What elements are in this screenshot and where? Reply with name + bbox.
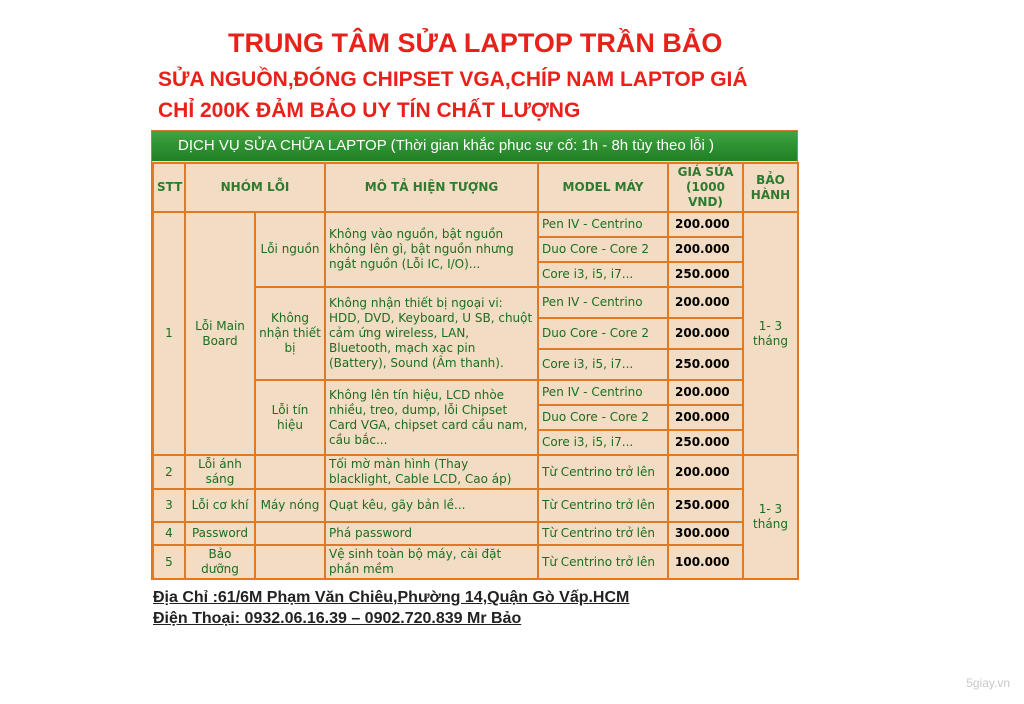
price-cell: 200.000 (668, 318, 743, 349)
subtitle-line-2: CHỈ 200K ĐẢM BẢO UY TÍN CHẤT LƯỢNG (158, 99, 581, 122)
table-row (153, 489, 798, 522)
subgroup-cell: Lỗi nguồn (255, 212, 325, 287)
subgroup-cell (255, 455, 325, 489)
header-group: NHÓM LỖI (185, 163, 325, 212)
model-cell: Từ Centrino trở lên (538, 545, 668, 579)
table-banner: DỊCH VỤ SỬA CHỮA LAPTOP (Thời gian khắc phục sự cố: 1h - 8h tùy theo lỗi ) (152, 131, 797, 161)
table-row (153, 522, 798, 545)
stt-cell: 1 (153, 212, 185, 455)
page-title: TRUNG TÂM SỬA LAPTOP TRẦN BẢO (228, 28, 723, 58)
model-cell: Core i3, i5, i7... (538, 430, 668, 455)
group-cell: Lỗi Main Board (185, 212, 255, 455)
subgroup-cell (255, 522, 325, 545)
header-price-line2: (1000 VND) (686, 180, 725, 209)
desc-cell: Không nhận thiết bị ngoại vi: HDD, DVD, Keyboard, U SB, chuột cảm ứng wireless, LAN, Bluetooth, mạch xạc pin (Battery), Sound (Âm thanh). (325, 287, 538, 380)
price-cell: 200.000 (668, 380, 743, 405)
header-model: MODEL MÁY (538, 163, 668, 212)
table-row (153, 545, 798, 579)
price-cell: 100.000 (668, 545, 743, 579)
desc-cell: Tối mờ màn hình (Thay blacklight, Cable LCD, Cao áp) (325, 455, 538, 489)
group-cell: Lỗi cơ khí (185, 489, 255, 522)
group-cell: Bảo dưỡng (185, 545, 255, 579)
watermark: 5giay.vn (966, 676, 1010, 690)
model-cell: Từ Centrino trở lên (538, 455, 668, 489)
table-row (153, 455, 798, 489)
stt-cell: 2 (153, 455, 185, 489)
price-cell: 200.000 (668, 237, 743, 262)
price-cell: 300.000 (668, 522, 743, 545)
model-cell: Duo Core - Core 2 (538, 405, 668, 430)
desc-cell: Không lên tín hiệu, LCD nhòe nhiều, treo, dump, lỗi Chipset Card VGA, chipset card cầu nam, cầu bắc... (325, 380, 538, 455)
model-cell: Từ Centrino trở lên (538, 522, 668, 545)
desc-cell: Phá password (325, 522, 538, 545)
header-price-line1: GIÁ SỬA (677, 165, 734, 179)
header-stt: STT (153, 163, 185, 212)
group-cell: Lỗi ánh sáng (185, 455, 255, 489)
price-cell: 200.000 (668, 405, 743, 430)
header-price (668, 163, 743, 212)
subgroup-cell (255, 545, 325, 579)
desc-cell: Vệ sinh toàn bộ máy, cài đặt phần mềm (325, 545, 538, 579)
price-cell: 250.000 (668, 430, 743, 455)
header-desc: MÔ TẢ HIỆN TƯỢNG (325, 163, 538, 212)
model-cell: Duo Core - Core 2 (538, 318, 668, 349)
price-cell: 200.000 (668, 287, 743, 318)
price-cell: 250.000 (668, 349, 743, 380)
subtitle-line-1: SỬA NGUỒN,ĐÓNG CHIPSET VGA,CHÍP NAM LAPTOP GIÁ (158, 68, 748, 91)
model-cell: Pen IV - Centrino (538, 212, 668, 237)
stt-cell: 4 (153, 522, 185, 545)
model-cell: Core i3, i5, i7... (538, 262, 668, 287)
price-cell: 200.000 (668, 455, 743, 489)
model-cell: Pen IV - Centrino (538, 380, 668, 405)
model-cell: Duo Core - Core 2 (538, 237, 668, 262)
group-cell: Password (185, 522, 255, 545)
stt-cell: 3 (153, 489, 185, 522)
subgroup-cell: Máy nóng (255, 489, 325, 522)
table-row (153, 212, 798, 237)
model-cell: Pen IV - Centrino (538, 287, 668, 318)
address-line: Địa Chỉ :61/6M Phạm Văn Chiêu,Phường 14,Quận Gò Vấp.HCM (153, 589, 630, 606)
phone-line: Điện Thoại: 0932.06.16.39 – 0902.720.839 Mr Bảo (153, 610, 522, 627)
subgroup-cell: Lỗi tín hiệu (255, 380, 325, 455)
desc-cell: Quạt kêu, gãy bản lề... (325, 489, 538, 522)
stt-cell: 5 (153, 545, 185, 579)
warranty-cell: 1- 3 tháng (743, 455, 798, 579)
model-cell: Từ Centrino trở lên (538, 489, 668, 522)
price-table (152, 162, 799, 580)
header-warranty (743, 163, 798, 212)
price-table-panel (151, 130, 798, 580)
warranty-cell: 1- 3 tháng (743, 212, 798, 455)
header-warranty-line2: HÀNH (750, 187, 791, 202)
header-warranty-line1: BẢO (756, 172, 785, 187)
table-header-row (153, 163, 798, 212)
subgroup-cell: Không nhận thiết bị (255, 287, 325, 380)
price-cell: 250.000 (668, 262, 743, 287)
price-cell: 200.000 (668, 212, 743, 237)
desc-cell: Không vào nguồn, bật nguồn không lên gì, bật nguồn nhưng ngắt nguồn (Lỗi IC, I/O)... (325, 212, 538, 287)
price-cell: 250.000 (668, 489, 743, 522)
model-cell: Core i3, i5, i7... (538, 349, 668, 380)
